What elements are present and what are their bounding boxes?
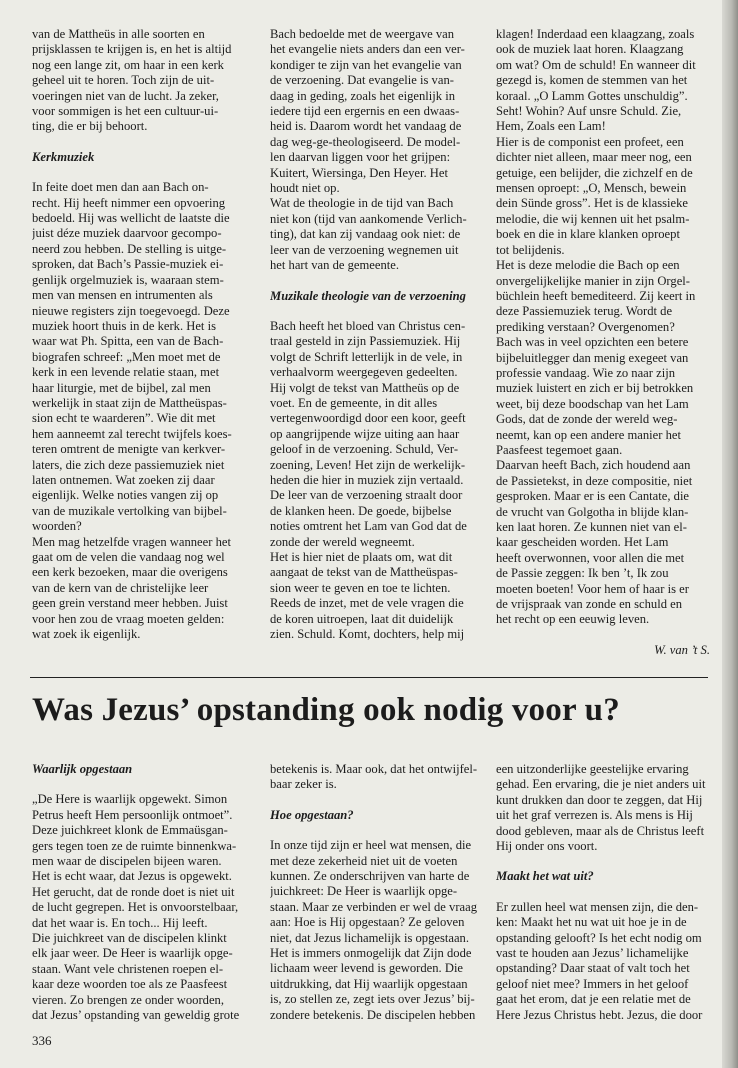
text-line: klagen! Inderdaad een klaagzang, zoals [496,27,695,41]
text-line: kunt drukken dan door te zeggen, dat Hij [496,792,703,807]
text-line: heeft overwonnen, voor allen die met [496,550,685,565]
text-line: heden die hier in muziek zijn vertaald. [270,472,464,487]
text-line: prijsklassen te krijgen is, en het is altijd [32,42,232,57]
text-line: kaar gescheiden worden. Het Lam [496,535,669,550]
section-divider [30,677,708,678]
text-line: zonde der wereld wegneemt. [270,534,415,549]
paragraph-gap [270,304,492,319]
text-line: nieuwe registers zijn toegevoegd. Deze [32,303,230,318]
paragraph [270,27,492,274]
text-line: de koren uitroepen, laat dit duidelijk [270,611,454,626]
text-line: Petrus heeft Hem persoonlijk ontmoet”. [32,807,233,822]
text-line: bijbeluitlegger dan menig exegeet van [496,350,689,365]
text-line: Men mag hetzelfde vragen wanneer het [32,534,231,549]
text-line: ken laat horen. Ze kunnen niet van el- [496,520,687,534]
text-line: Gods, dat de zonde der wereld weg- [496,412,678,427]
text-line: muziek hoort thuis in de kerk. Het is [32,318,216,333]
text-line: dag weg-ge-theologiseerd. De model- [270,134,461,149]
text-line: de verzoening. Dat evangelie is van- [270,73,454,88]
paragraph [496,762,710,854]
text-line: volgt de Schrift letterlijk in de vele, in [270,349,463,364]
text-line: Hij volgt de tekst van Mattheüs op de [270,380,460,395]
text-line: wat zoek ik eigenlijk. [32,627,141,642]
text-line: Daarvan heeft Bach, zich houdend aan [496,458,691,473]
paragraph-gap [32,777,260,792]
text-line: In feite doet men dan aan Bach on- [32,180,209,195]
text-line: zien. Schuld. Komt, dochters, help mij [270,627,465,642]
text-line: neemt, kan op een andere manier het [496,427,681,442]
text-line: waar wat Ph. Spitta, een van de Bach- [32,334,224,349]
paragraph [270,319,492,643]
section-heading: Waarlijk opgestaan [32,762,133,776]
text-line: aan: Hoe is Hij opgestaan? Ze geloven [270,915,465,930]
article2-column-2 [270,762,492,1022]
section-heading: Maakt het wat uit? [496,869,594,884]
text-line: onvergelijkelijke manier in zijn Orgel- [496,273,690,288]
text-line: melodie, die wij kennen uit het psalm- [496,211,690,226]
text-line: staan. Maar ze verbinden er wel de vraag [270,899,477,914]
text-line: nog een lange zit, om haar in een kerk [32,57,224,72]
paragraph-gap [270,793,492,808]
text-line: Kuitert, Wiersinga, Den Heyer. Het [270,165,448,180]
article1-column-1 [32,27,254,667]
text-line: Het is echt waar, dat Jezus is opgewekt. [32,869,232,884]
text-line: weet, bij deze boodschap van het Lam [496,396,689,411]
text-line: recht. Hij heeft nimmer een opvoering [32,195,226,210]
text-line: kaar deze woorden toe als ze Paasfeest [32,977,228,992]
text-line: het recht op een eeuwig leven. [496,612,650,627]
section-heading: Kerkmuziek [32,149,95,164]
text-line: büchlein heeft bemediteerd. Zij keert in [496,288,696,303]
text-line: laten ontnemen. Wat zoeken zij daar [32,472,215,487]
paragraph-gap [32,135,254,150]
text-line: Het gerucht, dat de ronde doet is niet uit [32,884,235,899]
text-line: Seht! Wohin? Auf unsre Schuld. Zie, [496,104,682,119]
text-line: Het is deze melodie die Bach op een [496,258,680,273]
text-line: ook de muziek laat horen. Klaagzang [496,42,684,57]
text-line: iedere tijd een ergernis en een dwaas- [270,104,460,119]
text-line: daag in geding, zoals het eigenlijk in [270,88,456,103]
text-line: vertegenwoordigd door een koor, geeft [270,411,466,426]
text-line: van de kern van de christelijke leer [32,580,209,595]
paragraph [496,900,710,1022]
text-line: ting, die er bij behoort. [32,119,148,134]
paragraph-gap [32,165,254,180]
text-line: met deze zekerheid niet uit de voeten [270,853,458,868]
text-line: lichaam weer levend is geworden. Die [270,961,464,976]
text-line: muziek luistert en zich er bij betrokken [496,381,694,396]
text-line: hem aanneemt zal terecht twijfels koes- [32,426,232,441]
text-line: werkelijk in staat zijn de Mattheüspas- [32,395,227,410]
text-line: dat het waar is. En toch... Hij leeft. [32,915,208,930]
text-line: men van mensen en intrumenten als [32,288,213,303]
text-line: kunnen. Ze onderschrijven van harte de [270,869,470,884]
text-line: vieren. Zo brengen ze onder woorden, [32,992,224,1007]
text-line: gaat om de velen die vandaag nog wel [32,550,225,564]
text-line: om wat? Om de schuld! En wanneer dit [496,57,696,72]
text-line: dein Sünde gross”. Het is de klassieke [496,196,689,211]
text-line: biografen schreef: „Men moet met de [32,349,221,364]
text-line: baar zeker is. [270,777,337,792]
text-line: „De Here is waarlijk opgewekt. Simon [32,792,228,807]
paragraph-gap [496,854,710,869]
text-line: Here Jezus Christus hebt. Jezus, die door [496,1007,703,1022]
page-number: 336 [32,1033,52,1048]
text-line: het evangelie niets anders dan een ver- [270,42,465,57]
text-line: geloof in de verzoening. Schuld, Ver- [270,442,459,457]
text-line: bedoeld. Hij was wellicht de laatste die [32,211,230,226]
text-line: uitdrukking, dat Hij waarlijk opgestaan [270,976,468,991]
text-line: dat Jezus’ opstanding van geweldig grote [32,1008,240,1022]
paragraph [32,792,260,1022]
text-line: traal gesteld in zijn Passiemuziek. Hij [270,334,461,349]
text-line: Hier is de componist een profeet, een [496,134,684,149]
article2-column-3 [496,762,710,1022]
text-line: voet. En de gemeente, in dit alles [270,395,438,410]
text-line: geen grein verstand meer hebben. Juist [32,596,228,611]
text-line: gaat het erom, dat je een relatie met de [496,992,691,1007]
paragraph [32,27,254,135]
text-line: koraal. „O Lamm Gottes unschuldig”. [496,88,688,103]
text-line: zondere betekenis. De discipelen hebben [270,1007,476,1022]
text-line: In onze tijd zijn er heel wat mensen, die [270,838,472,853]
text-line: heid is. Daarom wordt het vandaag de [270,119,462,134]
text-line: de klanken heen. De goede, bijbelse [270,503,452,518]
text-line: betekenis is. Maar ook, dat het ontwijfel- [270,762,478,776]
text-line: staan. Want vele christenen roepen el- [32,961,224,976]
paragraph-gap [270,823,492,838]
text-line: houdt niet op. [270,181,340,196]
text-line: men waar de discipelen bijeen waren. [32,854,222,869]
text-line: neerd zou hebben. De stelling is uitge- [32,241,227,256]
article-headline: Was Jezus’ opstanding ook nodig voor u? [32,692,620,728]
text-line: tot belijdenis. [496,242,565,257]
text-line: uit het graf verrezen is. Als mens is Hij [496,808,693,823]
text-line: Hem, Zoals een Lam! [496,119,606,134]
article1-column-2 [270,27,492,667]
text-line: boek en die in klare klanken oproept [496,227,680,242]
text-line: Bach was in veel opzichten een betere [496,335,689,350]
section-heading: Hoe opgestaan? [270,807,354,822]
text-line: kerk in een levende relatie staan, met [32,365,220,380]
text-line: noties omtrent het Lam van God dat de [270,519,467,534]
text-line: woorden? [32,519,82,534]
page-edge-shadow [722,0,738,1068]
section-heading: Muzikale theologie van de verzoening [270,288,466,303]
text-line: juichkreet: De Heer is waarlijk opge- [270,884,458,899]
text-line: Deze juichkreet klonk de Emmaüsgan- [32,823,228,838]
text-line: teren omtrent de menigte van kerkver- [32,442,226,457]
text-line: op aangrijpende wijze uiting aan haar [270,426,460,441]
text-line: verhaalvorm weergegeven gedeelten. [270,365,458,380]
paragraph [270,838,492,1022]
text-line: Paasfeest tegemoet gaan. [496,442,623,457]
text-line: Het is hier niet de plaats om, wat dit [270,550,453,564]
text-line: voor hen zou de vraag moeten gelden: [32,611,225,626]
text-line: vast te houden aan Jezus’ lichamelijke [496,946,689,961]
paragraph [32,180,254,642]
text-line: opstanding gelooft? Is het echt nodig om [496,930,702,945]
text-line: genlijk orgelmuziek is, waaraan stem- [32,272,224,287]
text-line: deze Passiemuziek terug. Wordt de [496,304,673,319]
text-line: zoening, Leven! Het zijn de werkelijk- [270,457,466,472]
text-line: prediking verstaan? Overgenomen? [496,319,675,334]
text-line: laters, die zich deze passiemuziek niet [32,457,225,472]
text-line: het hart van de gemeente. [270,258,400,273]
text-line: sion weer te geven en toe te lichten. [270,580,451,595]
text-line: de Passie zeggen: Ik ben ’t, Ik zou [496,566,669,581]
text-line: geloof niet mee? Immers in het geloof [496,976,689,991]
text-line: dichter niet alleen, maar meer nog, een [496,150,692,165]
text-line: de lucht gegrepen. Het is onvoorstelbaar, [32,900,239,915]
text-line: gezegd is, komen de stemmen van het [496,73,688,88]
text-line: voeringen niet van de lucht. Ja zeker, [32,88,219,103]
paragraph-gap [496,628,710,643]
text-line: dood gebleven, maar als de Christus leeft [496,823,705,838]
article1-column-3 [496,27,710,667]
text-line: moeten boeten! Voor hem of haar is er [496,581,689,596]
text-line: professie vandaag. Wie zo naar zijn [496,365,675,380]
text-line: Die juichkreet van de discipelen klinkt [32,931,227,946]
text-line: voor sommigen is het een cultuur-ui- [32,104,219,119]
text-line: de vrucht van Golgotha in blijde klan- [496,504,689,519]
text-line: opstanding? Daar staat of valt toch het [496,961,690,976]
text-line: leer van de verzoening wegnemen uit [270,242,459,257]
text-line: De leer van de verzoening straalt door [270,488,463,503]
paragraph-gap [496,885,710,900]
text-line: eigenlijk. Welke noties vangen zij op [32,488,219,503]
text-line: de Passietekst, in deze compositie, niet [496,473,693,488]
text-line: van de muzikale vertolking van bijbel- [32,503,227,518]
text-line: een kerk bezoeken, maar die overigens [32,565,228,580]
text-line: elk jaar weer. De Heer is waarlijk opge- [32,946,233,961]
text-line: Wat de theologie in de tijd van Bach [270,196,454,211]
text-line: Er zullen heel wat mensen zijn, die den- [496,899,699,914]
text-line: sproken, dat Bach’s Passie-muziek ei- [32,257,224,272]
paragraph [496,27,710,628]
text-line: gesproken. Maar er is een Cantate, die [496,489,690,504]
text-line: niet, dat Jezus lichamelijk is opgestaan. [270,930,469,945]
text-line: sion echt te waarderen”. Wie dit met [32,411,216,426]
text-line: een uitzonderlijke geestelijke ervaring [496,762,689,776]
text-line: is, zo stellen ze, zegt iets over Jezus’ bij- [270,992,475,1007]
text-line: ting), dat kan zij vandaag ook niet: de [270,227,461,242]
text-line: juist déze muziek daarvoor gecompo- [32,226,222,241]
text-line: Het is immers onmogelijk dat Zijn dode [270,946,472,961]
paragraph [270,762,492,793]
text-line: Hij onder ons voort. [496,839,598,854]
text-line: gers tegen toen ze de ruimte binnenkwa- [32,838,237,853]
text-line: Reeds de inzet, met de vele vragen die [270,596,464,611]
text-line: niet kon (tijd van aankomende Verlich- [270,211,467,226]
text-line: gehad. Een ervaring, die je niet anders uit [496,777,706,792]
text-line: ken: Maakt het nu wat uit hoe je in de [496,915,687,930]
article2-column-1 [32,762,260,1022]
text-line: mensen oproept: „O, Mensch, bewein [496,181,687,196]
text-line: geheel uit te horen. Toch zijn de uit- [32,73,215,88]
text-line: aangaat de tekst van de Mattheüspas- [270,565,458,580]
text-line: haar liturgie, met de bijbel, zal men [32,380,211,395]
author-signature: W. van ’t S. [654,642,710,657]
text-line: Bach heeft het bloed van Christus cen- [270,318,466,333]
text-line: van de Mattheüs in alle soorten en [32,27,205,41]
text-line: de vrijspraak van zonde en schuld en [496,597,683,612]
text-line: getuige, een belijder, die zichzelf en de [496,165,693,180]
text-line: Bach bedoelde met de weergave van [270,27,455,41]
text-line: kondiger te zijn van het evangelie van [270,57,462,72]
text-line: len daarvan liggen voor het grijpen: [270,150,451,165]
paragraph-gap [270,274,492,289]
